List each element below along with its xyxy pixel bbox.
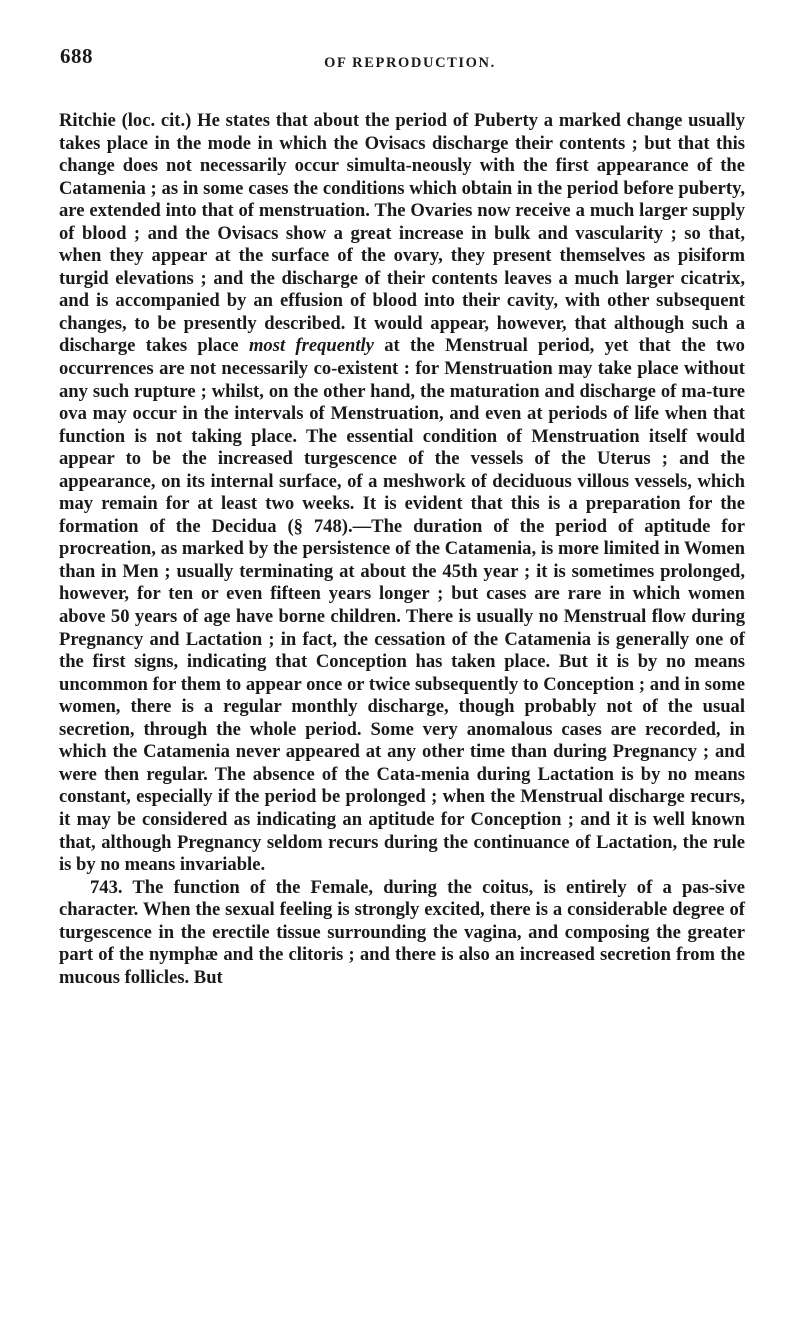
emphasis-most-frequently: most frequently: [248, 335, 374, 357]
paragraph-menstruation: [59, 110, 745, 877]
paragraph-743: 743. The function of the Female, during the coitus, is entirely of a pas-sive character. When the sexual feeling is strongly excited, there is a considerable degree of turgescence in the erectile tissue surrounding the vagina, and composing the greater part of the nymphæ and the clitoris ; and there is also an increased secretion from the mucous follicles. But: [59, 876, 745, 988]
paragraph-1-part-2: at the Menstrual period, yet that the two occurrences are not necessarily co-existent : for Menstruation may take place without any such rupture ; whilst, on the other hand, the maturation and discharge of ma-ture ova may occur in the intervals of Menstruation, and even at periods of life when that function is not taking place. The essential condition of Menstruation itself would appear to be the increased turgescence of the vessels of the Uterus ; and the appearance, on its internal surface, of a meshwork of deciduous villous vessels, which may remain for at least two weeks. It is evident that this is a preparation for the formation of the Decidua (§ 748).—The duration of the period of aptitude for procreation, as marked by the persistence of the Catamenia, is more limited in Women than in Men ; usually terminating at about the 45th year ; it is sometimes prolonged, however, for ten or even fifteen years longer ; but cases are rare in which women above 50 years of age have borne children. There is usually no Menstrual flow during Pregnancy and Lactation ; in fact, the cessation of the Catamenia is generally one of the first signs, indicating that Conception has taken place. But it is by no means uncommon for them to appear once or twice subsequently to Conception ; and in some women, there is a regular monthly discharge, though probably not of the usual secretion, through the whole period. Some very anomalous cases are recorded, in which the Catamenia never appeared at any other time than during Pregnancy ; and were then regular. The absence of the Cata-menia during Lactation is by no means constant, especially if the period be prolonged ; when the Menstrual discharge recurs, it may be considered as indicating an aptitude for Conception ; and it is well known that, although Pregnancy seldom recurs during the continuance of Lactation, the rule is by no means invariable.: [59, 335, 745, 876]
body-text: [59, 110, 745, 989]
page-number: 688: [60, 44, 93, 68]
page-header: [60, 44, 760, 84]
running-head: OF REPRODUCTION.: [324, 55, 496, 71]
paragraph-1-part-1: Ritchie (loc. cit.) He states that about the period of Puberty a marked change usually takes place in the mode in which the Ovisacs discharge their contents ; but that this change does not necessarily occur simulta-neously with the first appearance of the Catamenia ; as in some cases the conditions which obtain in the period before puberty, are extended into that of menstruation. The Ovaries now receive a much larger supply of blood ; and the Ovisacs show a great increase in bulk and vascularity ; so that, when they appear at the surface of the ovary, they present themselves as pisiform turgid elevations ; and the discharge of their contents leaves a much larger cicatrix, and is accompanied by an effusion of blood into their cavity, with other subsequent changes, to be presently described. It would appear, however, that although such a discharge takes place: [59, 110, 745, 357]
